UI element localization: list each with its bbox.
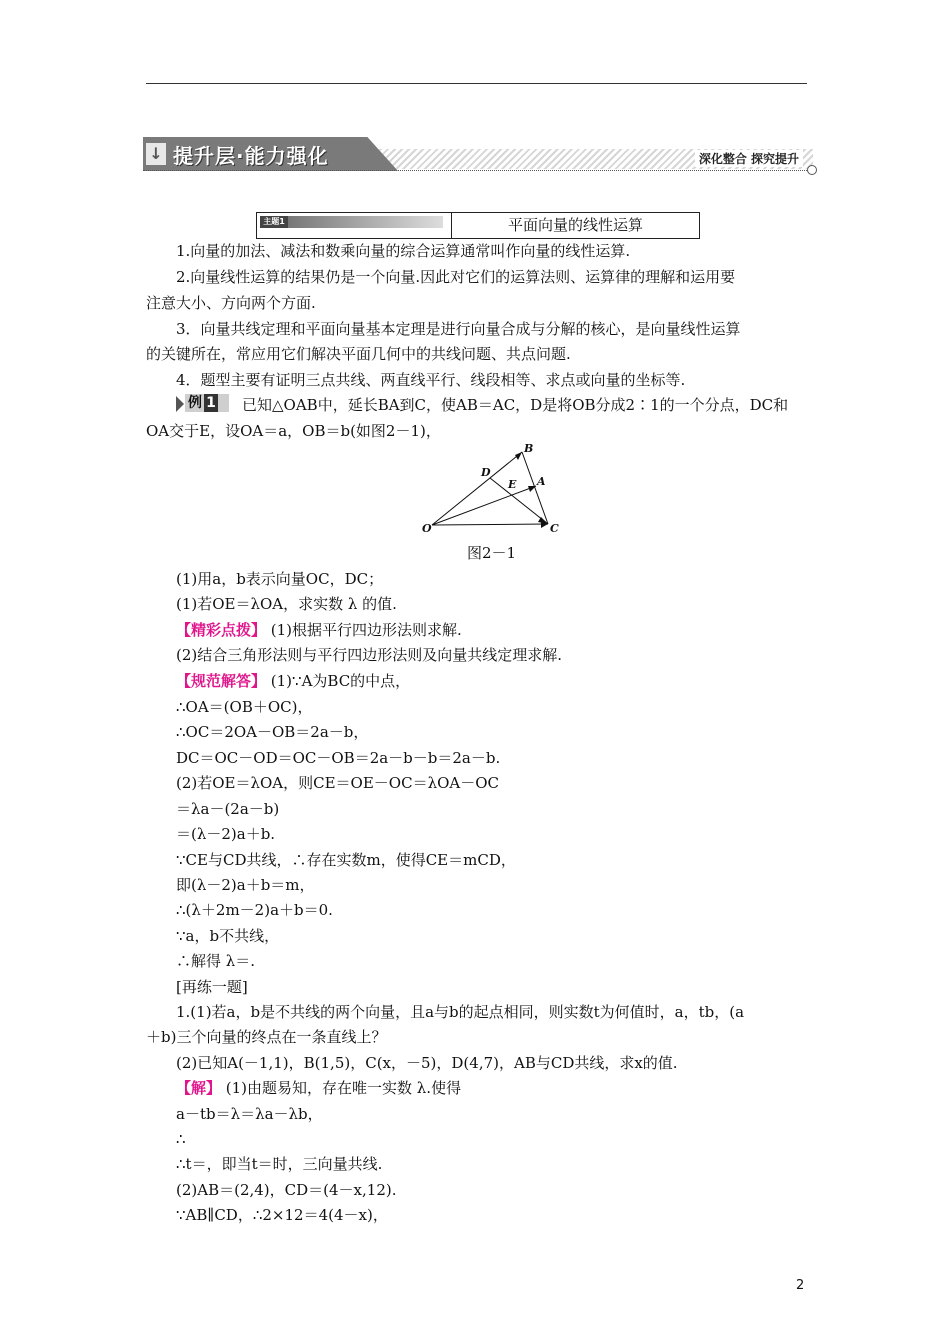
question: (1)用a，b表示向量OC，DC； xyxy=(176,570,384,588)
example-label: 例 1 xyxy=(185,394,229,412)
topic-tag: 主题1 xyxy=(260,216,288,228)
hint-line: (2)结合三角形法则与平行四边形法则及向量共线定理求解. xyxy=(176,646,563,664)
topic-tag-cell xyxy=(257,213,452,238)
example-badge xyxy=(176,394,230,412)
solution-line: 即(λ－2)a＋b＝m， xyxy=(176,876,315,894)
example-text: OA交于E，设OA＝a，OB＝b(如图2－1)， xyxy=(146,422,441,440)
answer-line: ∴t＝，即当t＝时，三向量共线. xyxy=(176,1155,383,1173)
solution-line: ∴OA＝(OB＋OC)， xyxy=(176,698,313,716)
paragraph: 的关键所在，常应用它们解决平面几何中的共线问题、共点问题. xyxy=(146,345,571,363)
solution-line: DC＝OC－OD＝OC－OB＝2a－b－b＝2a－b. xyxy=(176,749,501,767)
paragraph: 4．题型主要有证明三点共线、两直线平行、线段相等、求点或向量的坐标等. xyxy=(176,371,686,389)
figure-label-o: O xyxy=(422,522,432,535)
hint-tag: 【精彩点拨】 xyxy=(176,621,267,639)
triangle-figure xyxy=(420,440,570,540)
solution-tag: 【规范解答】 xyxy=(176,672,267,690)
solution-line: ∵CE与CD共线，∴存在实数m，使得CE＝mCD， xyxy=(176,851,516,869)
paragraph: 1.向量的加法、减法和数乘向量的综合运算通常叫作向量的线性运算. xyxy=(176,242,631,260)
figure-caption: 图2－1 xyxy=(467,544,517,562)
solution-line: ∴(λ＋2m－2)a＋b＝0. xyxy=(176,901,333,919)
hint-text: (1)根据平行四边形法则求解. xyxy=(266,621,462,639)
solution-line: (2)若OE＝λOA，则CE＝OE－OC＝λOA－OC xyxy=(176,774,499,792)
solution-line xyxy=(176,671,410,691)
practice-line: 1.(1)若a，b是不共线的两个向量，且a与b的起点相同，则实数t为何值时，a，tb，(a xyxy=(176,1003,745,1021)
paragraph: 注意大小、方向两个方面. xyxy=(146,294,316,312)
banner-dotline xyxy=(143,170,811,171)
topic-title: 平面向量的线性运算 xyxy=(507,216,643,234)
solution-text: (1)∵A为BC的中点， xyxy=(266,672,411,690)
answer-line: (2)AB＝(2,4)，CD＝(4－x,12). xyxy=(176,1181,397,1199)
topic-header xyxy=(256,212,700,239)
solution-line: ∴解得 λ＝. xyxy=(176,952,256,970)
question: (1)若OE＝λOA，求实数 λ 的值. xyxy=(176,595,397,613)
example-text: 已知△OAB中，延长BA到C，使AB＝AC，D是将OB分成2∶1的一个分点，DC和 xyxy=(242,396,789,414)
figure-label-a: A xyxy=(537,475,546,488)
answer-line: a－tb＝λ＝λa－λb， xyxy=(176,1105,323,1123)
answer-line: ∵AB∥CD，∴2×12＝4(4－x)， xyxy=(176,1206,388,1224)
triangle-icon xyxy=(176,396,184,412)
figure-label-e: E xyxy=(508,478,517,491)
answer-line: ∴ xyxy=(176,1130,186,1148)
banner-subtitle: 深化整合 探究提升 xyxy=(695,150,803,167)
solution-line: ＝(λ－2)a＋b. xyxy=(176,825,276,843)
header-rule xyxy=(146,83,807,84)
figure-label-b: B xyxy=(524,442,534,455)
practice-line: (2)已知A(－1,1)，B(1,5)，C(x，－5)，D(4,7)，AB与CD共线，求x的值. xyxy=(176,1054,678,1072)
figure-label-c: C xyxy=(550,522,559,535)
answer-tag: 【解】 xyxy=(176,1079,222,1097)
solution-line: ∵a，b不共线， xyxy=(176,927,280,945)
figure-label-d: D xyxy=(481,466,491,479)
practice-line: ＋b)三个向量的终点在一条直线上？ xyxy=(146,1028,387,1046)
solution-line: ∴OC＝2OA－OB＝2a－b， xyxy=(176,723,369,741)
hint-line xyxy=(176,620,462,640)
section-banner xyxy=(143,137,813,177)
solution-line: ＝λa－(2a－b) xyxy=(176,800,280,818)
topic-stripe xyxy=(288,216,443,228)
answer-text: (1)由题易知，存在唯一实数 λ.使得 xyxy=(221,1079,462,1097)
answer-line xyxy=(176,1078,461,1098)
banner-end-circle-icon xyxy=(807,165,817,175)
banner-title: 提升层·能力强化 xyxy=(173,144,329,168)
practice-heading: [再练一题] xyxy=(176,978,248,996)
paragraph: 2.向量线性运算的结果仍是一个向量.因此对它们的运算法则、运算律的理解和运用要 xyxy=(176,268,736,286)
paragraph: 3．向量共线定理和平面向量基本定理是进行向量合成与分解的核心，是向量线性运算 xyxy=(176,320,741,338)
page-number: 2 xyxy=(796,1278,805,1293)
down-arrow-icon: ↓ xyxy=(146,143,166,165)
